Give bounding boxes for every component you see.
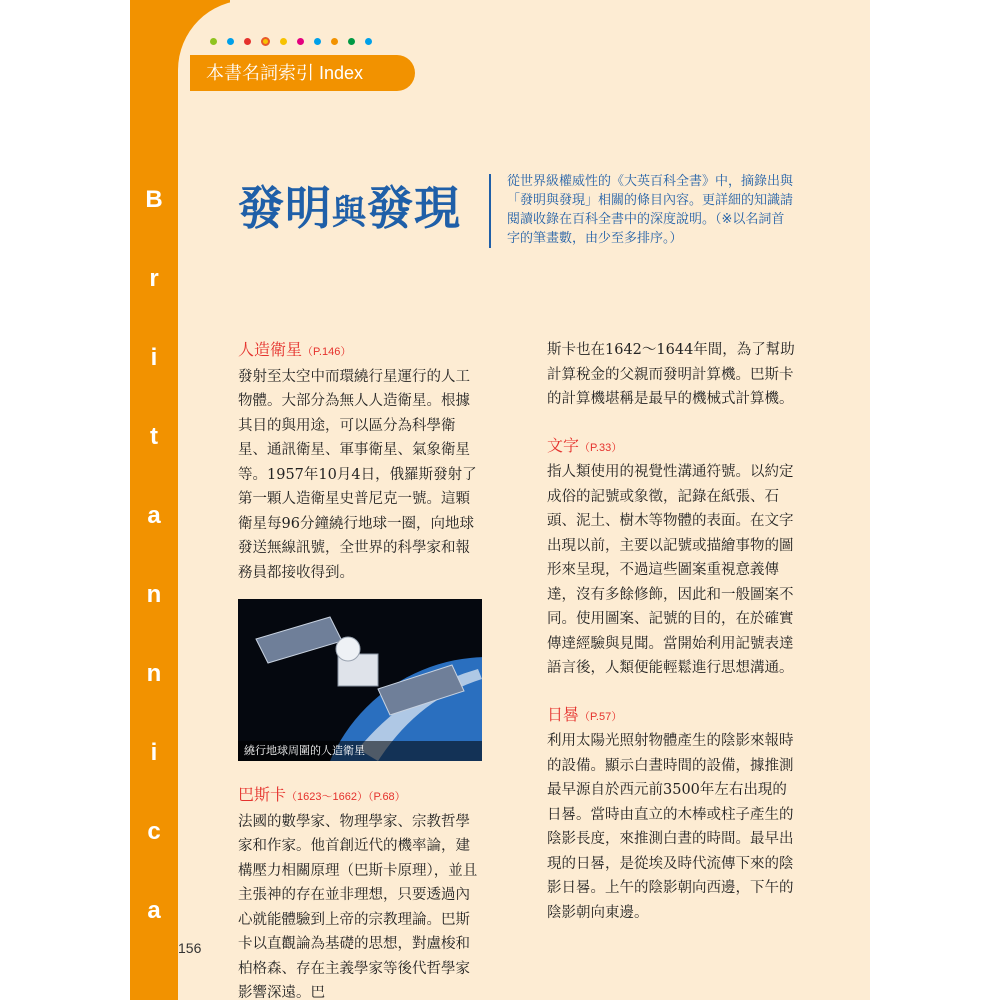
title-divider: [489, 174, 491, 248]
entry-term: 巴斯卡: [238, 785, 287, 804]
color-dot: [280, 38, 287, 45]
title-part: 與: [332, 193, 367, 233]
color-dot: [365, 38, 372, 45]
entry-body: 利用太陽光照射物體產生的陰影來報時的設備。顯示白晝時間的設備，據推測最早源自於西元前3500年左右出現的日晷。當時由直立的木棒或柱子產生的陰影長度，來推測白晝的時間。最早出現的日晷，是從埃及時代流傳下來的陰影日晷。上午的陰影朝向西邊，下午的陰影朝向東邊。: [547, 733, 794, 921]
entry-page-ref: （P.57）: [579, 710, 623, 723]
vertical-letter: a: [147, 502, 161, 529]
color-dot: [348, 38, 355, 45]
intro-text: 從世界級權威性的《大英百科全書》中，摘錄出與「發明與發現」相關的條目內容。更詳細的知識請閱讀收錄在百科全書中的深度說明。（※以名詞首字的筆畫數，由少至多排序。）: [507, 174, 794, 246]
vertical-letter: a: [147, 897, 161, 924]
vertical-letter: t: [150, 423, 158, 450]
entry-page-ref: （P.33）: [579, 441, 623, 454]
entry-heading: [547, 434, 795, 461]
color-dot: [244, 38, 251, 45]
entry-body: 法國的數學家、物理學家、宗教哲學家和作家。他首創近代的機率論，建構壓力相關原理（巴斯卡原理），並且主張神的存在並非理想，只要透過內心就能體驗到上帝的宗教理論。巴斯卡以直觀論為基礎的思想，對盧梭和柏格森、存在主義學家等後代哲學家影響深遠。巴: [238, 813, 478, 1001]
color-dot: [227, 38, 234, 45]
entry-heading: [238, 783, 484, 810]
vertical-letter: i: [150, 739, 158, 766]
entry-term: 文字: [547, 435, 580, 455]
index-tab: 本書名詞索引 Index: [190, 55, 415, 91]
color-dot: [297, 38, 304, 45]
entry-years: （1623～1662）: [286, 791, 368, 803]
color-dots: [210, 37, 372, 46]
entry-heading: [238, 338, 484, 365]
britannica-vertical-letters: [142, 180, 166, 970]
right-column: [547, 338, 795, 925]
color-dot: [261, 37, 270, 46]
color-dot: [314, 38, 321, 45]
entry-term: 人造衛星: [238, 340, 303, 359]
vertical-letter: r: [149, 265, 159, 292]
entry-term: 日晷: [547, 704, 580, 724]
entry-body-continued: 斯卡也在1642～1644年間，為了幫助計算稅金的父親而發明計算機。巴斯卡的計算機堪稱是最早的機械式計算機。: [547, 342, 795, 407]
vertical-letter: n: [146, 660, 162, 687]
entry-page-ref: （P.68）: [367, 791, 406, 803]
photo-caption: 繞行地球周圍的人造衛星: [238, 741, 482, 761]
color-dot: [210, 38, 217, 45]
vertical-letter: B: [145, 186, 163, 213]
page-number: 156: [178, 940, 202, 956]
satellite-photo: [238, 599, 482, 761]
vertical-letter: i: [150, 344, 158, 371]
entry-body: 指人類使用的視覺性溝通符號。以約定成俗的記號或象徵，記錄在紙張、石頭、泥土、樹木等物體的表面。在文字出現以前，主要以記號或描繪事物的圖形來呈現，不過這些圖案重視意義傳達，沒有多餘修飾，因此和一般圖案不同。使用圖案、記號的目的，在於確實傳達經驗與見聞。當開始利用記號表達語言後，人類便能輕鬆進行思想溝通。: [547, 464, 794, 676]
entry-page-ref: （P.146）: [302, 346, 352, 358]
vertical-letter: n: [146, 581, 162, 608]
vertical-letter: c: [147, 818, 161, 845]
title-part: 發現: [367, 181, 461, 235]
entry-heading: [547, 703, 795, 730]
left-column: [238, 338, 484, 1006]
entry-body: 發射至太空中而環繞行星運行的人工物體。大部分為無人人造衛星。根據其目的與用途，可以區分為科學衛星、通訊衛星、軍事衛星、氣象衛星等。1957年10月4日，俄羅斯發射了第一顆人造衛星史普尼克一號。這顆衛星每96分鐘繞行地球一圈，向地球發送無線訊號，全世界的科學家和報務員都接收得到。: [238, 368, 477, 581]
page-title: [238, 172, 461, 238]
satellite-illustration: [238, 599, 482, 761]
title-part: 發明: [238, 181, 332, 235]
color-dot: [331, 38, 338, 45]
